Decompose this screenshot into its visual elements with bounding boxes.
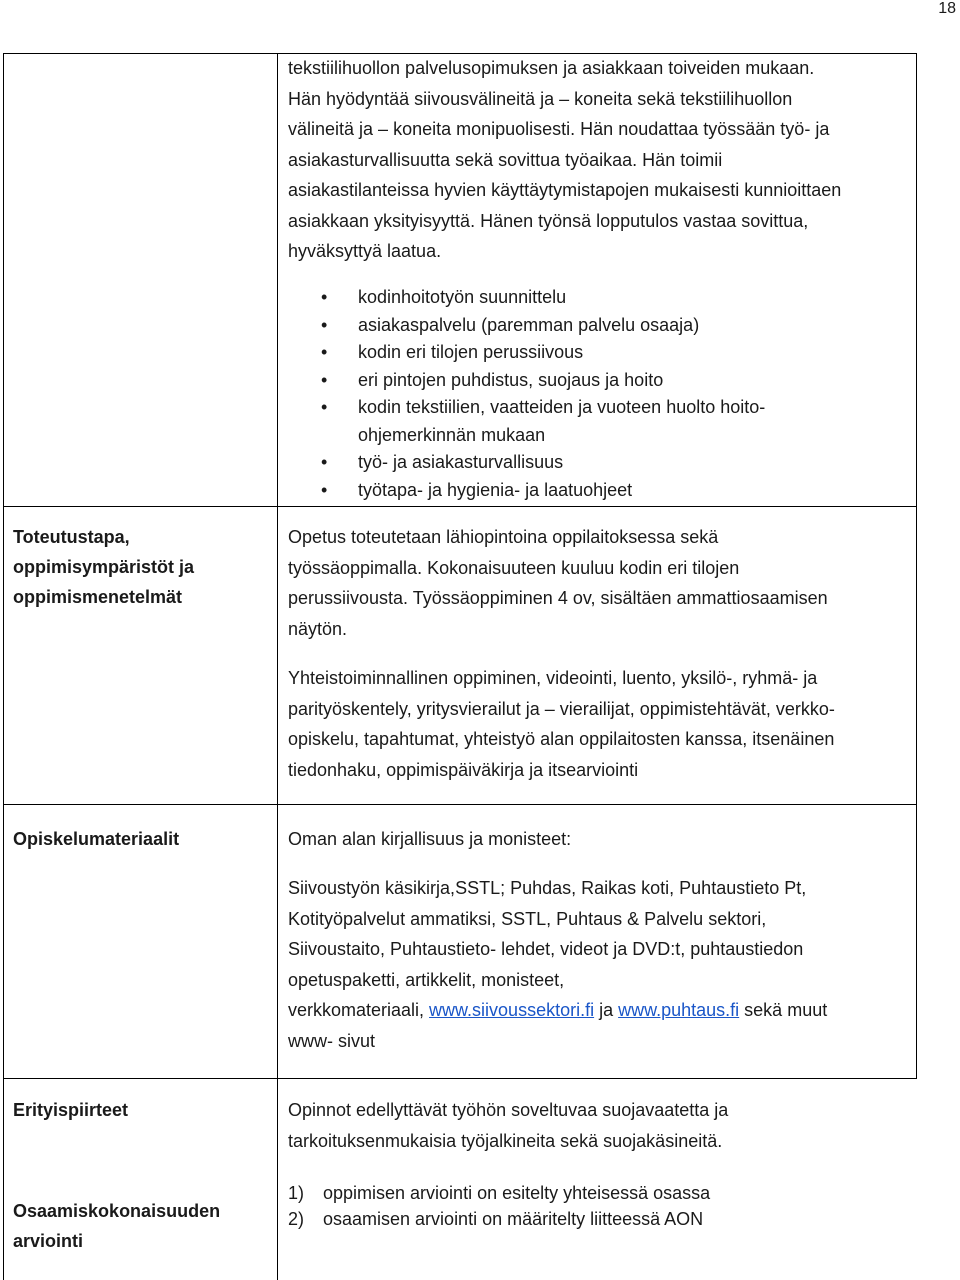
- special-label: Erityispiirteet: [13, 1100, 129, 1120]
- text-line: www- sivut: [288, 1030, 376, 1051]
- text-line: perussiivousta. Työssäoppiminen 4 ov, sisältäen ammattiosaamisen: [288, 588, 828, 608]
- assessment-item: [288, 1206, 710, 1232]
- page-number: 18: [938, 0, 956, 17]
- item-text: oppimisen arviointi on esitelty yhteisessä osassa: [323, 1183, 711, 1203]
- text-line: asiakasturvallisuutta sekä sovittua työaikaa. Hän toimii: [288, 149, 723, 170]
- text-line: Opetus toteutetaan lähiopintoina oppilaitoksessa sekä: [288, 527, 719, 547]
- puhtaus-link[interactable]: www.puhtaus.fi: [618, 1000, 740, 1020]
- web-material-line: [288, 995, 908, 1026]
- bullet-item: • eri pintojen puhdistus, suojaus ja hoito: [288, 367, 858, 395]
- text-line: Siivoustyön käsikirja,SSTL; Puhdas, Raikas koti, Puhtaustieto Pt,: [288, 878, 807, 898]
- text-line: asiakastilanteissa hyvien käyttäytymistapojen mukaisesti kunnioittaen: [288, 180, 842, 200]
- text-line: tekstiilihuollon palvelusopimuksen ja asiakkaan toiveiden mukaan.: [288, 58, 815, 78]
- web-mid: ja: [594, 1000, 619, 1020]
- text-line: Yhteistoiminnallinen oppiminen, videointi, luento, yksilö-, ryhmä- ja: [288, 668, 818, 688]
- bullet-item: • työtapa- ja hygienia- ja laatuohjeet: [288, 477, 858, 505]
- assessment-label: [13, 1196, 220, 1256]
- text-line: Siivoustaito, Puhtaustieto- lehdet, videot ja DVD:t, puhtaustiedon: [288, 939, 804, 959]
- special-text: [288, 1095, 728, 1156]
- text-line: näytön.: [288, 618, 348, 639]
- text-line: opiskelu, tapahtumat, yhteistyö alan oppilaitosten kanssa, itsenäinen: [288, 729, 835, 749]
- implementation-label: [13, 522, 194, 612]
- label-line: oppimisympäristöt ja: [13, 557, 195, 577]
- table-column-divider: [277, 53, 278, 1280]
- materials-label: Opiskelumateriaalit: [13, 829, 180, 849]
- item-number: 2): [288, 1209, 305, 1229]
- bullet-item: • asiakaspalvelu (paremman palvelu osaaja): [288, 312, 858, 340]
- row-divider-1: [3, 506, 917, 507]
- text-line: asiakkaan yksityisyyttä. Hänen työnsä lopputulos vastaa sovittua,: [288, 210, 809, 231]
- text-line: työssäoppimalla. Kokonaisuuteen kuuluu kodin eri tilojen: [288, 557, 740, 578]
- text-line: opetuspaketti, artikkelit, monisteet,: [288, 969, 565, 990]
- row-divider-2: [3, 804, 917, 805]
- competence-paragraph: [288, 53, 908, 267]
- assessment-item: [288, 1180, 710, 1206]
- text-line: Opinnot edellyttävät työhön soveltuvaa suojavaatetta ja: [288, 1100, 729, 1120]
- text-line: Hän hyödyntää siivousvälineitä ja – koneita sekä tekstiilihuollon: [288, 88, 793, 109]
- text-line: hyväksyttyä laatua.: [288, 241, 442, 261]
- item-number: 1): [288, 1183, 305, 1203]
- bullet-item: • kodinhoitotyön suunnittelu: [288, 284, 858, 312]
- label-line: oppimismenetelmät: [13, 587, 183, 607]
- bullet-item: • kodin eri tilojen perussiivous: [288, 339, 858, 367]
- text-line: parityöskentely, yritysvierailut ja – vierailijat, oppimistehtävät, verkko-: [288, 698, 835, 719]
- siivoussektori-link[interactable]: www.siivoussektori.fi: [429, 1000, 595, 1020]
- text-line: Kotityöpalvelut ammatiksi, SSTL, Puhtaus & Palvelu sektori,: [288, 908, 767, 929]
- implementation-paragraph-1: [288, 522, 828, 644]
- row-divider-3: [3, 1078, 917, 1079]
- table-left-border: [3, 53, 4, 1280]
- text-line: välineitä ja – koneita monipuolisesti. Hän noudattaa työssään työ- ja: [288, 119, 830, 139]
- bullet-item: • kodin tekstiilien, vaatteiden ja vuoteen huolto hoito-ohjemerkinnän mukaan: [288, 394, 818, 449]
- materials-list: [288, 873, 908, 1056]
- label-line: Osaamiskokonaisuuden: [13, 1201, 221, 1221]
- text-line: tarkoituksenmukaisia työjalkineita sekä suojakäsineitä.: [288, 1130, 723, 1151]
- materials-heading: Oman alan kirjallisuus ja monisteet:: [288, 829, 572, 849]
- text-line: tiedonhaku, oppimispäiväkirja ja itsearviointi: [288, 759, 639, 780]
- item-text: osaamisen arviointi on määritelty liitteessä AON: [323, 1209, 704, 1229]
- label-line: arviointi: [13, 1231, 84, 1251]
- content-bullet-list: [288, 284, 858, 504]
- implementation-paragraph-2: [288, 663, 835, 785]
- web-suffix: sekä muut: [739, 1000, 828, 1020]
- bullet-item: • työ- ja asiakasturvallisuus: [288, 449, 858, 477]
- table-right-border: [916, 53, 917, 1079]
- label-line: Toteutustapa,: [13, 527, 130, 547]
- assessment-list: [288, 1180, 710, 1232]
- web-prefix: verkkomateriaali,: [288, 1000, 430, 1020]
